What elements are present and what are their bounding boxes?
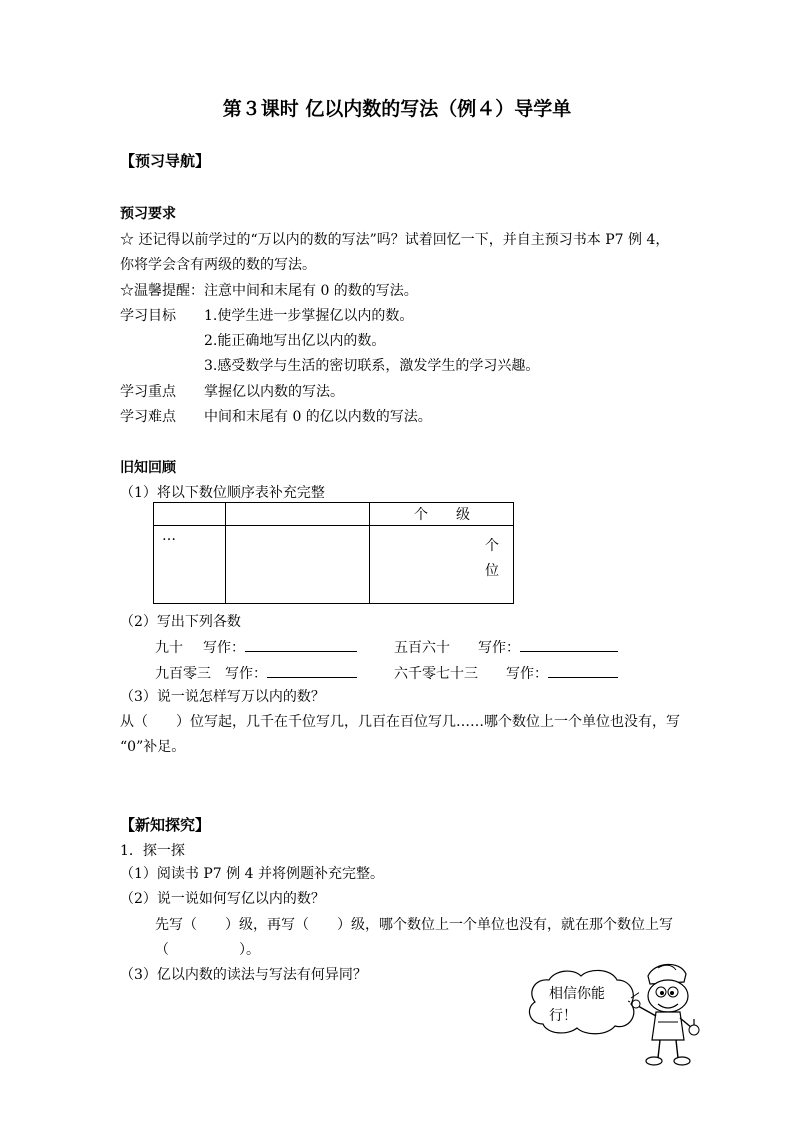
- difficulty-text: 中间和末尾有 0 的亿以内数的写法。: [204, 409, 432, 425]
- review-question-2: （2）写出下列各数: [120, 614, 241, 630]
- write-number-item: 六千零七十三 写作：: [394, 665, 618, 683]
- preview-reminder: ☆温馨提醒：注意中间和末尾有 0 的数的写法。: [120, 283, 418, 299]
- write-number-item: 五百六十 写作：: [394, 639, 618, 657]
- answer-blank[interactable]: [245, 639, 357, 652]
- explore-heading: 【新知探究】: [120, 816, 211, 834]
- cloud-text-line2: 行！: [549, 1008, 577, 1024]
- explore-step: 1．探一探: [120, 843, 185, 859]
- table-cell: [154, 503, 226, 526]
- difficulty-label: 学习难点: [120, 409, 176, 425]
- goal-item: 3.感受数学与生活的密切联系，激发学生的学习兴趣。: [204, 358, 540, 374]
- table-header-ge-level: 个 级: [370, 503, 514, 526]
- goal-item: 2.能正确地写出亿以内的数。: [204, 333, 386, 349]
- goal-item: 1.使学生进一步掌握亿以内的数。: [204, 308, 414, 324]
- explore-question-1: （1）阅读书 P7 例 4 并将例题补充完整。: [120, 866, 384, 882]
- page-title: 第３课时 亿以内数的写法（例４）导学单: [222, 98, 572, 120]
- cartoon-mascot-icon: [628, 962, 708, 1076]
- table-cell-dots: …: [154, 526, 226, 604]
- explore-question-3: （3）亿以内数的读法与写法有何异同？: [120, 967, 367, 983]
- review-answer-line1: 从（ ）位写起，几千在千位写几，几百在百位写几……哪个数位上一个单位也没有，写: [120, 714, 680, 730]
- preview-intro-line1: ☆ 还记得以前学过的“万以内的数的写法”吗？试着回忆一下，并自主预习书本 P7 例 4，: [120, 232, 670, 248]
- preview-heading: 【预习导航】: [120, 152, 211, 170]
- answer-blank[interactable]: [548, 665, 618, 678]
- answer-blank[interactable]: [267, 665, 357, 678]
- explore-question-2: （2）说一说如何写亿以内的数？: [120, 891, 325, 907]
- goal-label: 学习目标: [120, 308, 176, 324]
- place-value-table: [153, 502, 514, 604]
- cloud-text-line1: 相信你能: [549, 986, 605, 1002]
- explore-answer-line2: （ ）。: [155, 942, 260, 958]
- key-point-label: 学习重点: [120, 384, 176, 400]
- speech-cloud: [527, 968, 639, 1042]
- review-answer-line2: “0”补足。: [120, 739, 186, 755]
- write-number-item: 九十 写作：: [155, 639, 357, 657]
- review-question-1: （1）将以下数位顺序表补充完整: [120, 485, 325, 501]
- table-cell: [226, 503, 370, 526]
- review-question-3: （3）说一说怎样写万以内的数？: [120, 689, 325, 705]
- table-cell: [226, 526, 370, 604]
- table-cell-ge-place: 个 位: [370, 526, 514, 604]
- write-number-item: 九百零三 写作：: [155, 665, 357, 683]
- preview-intro-line2: 你将学会含有两级的数的写法。: [120, 257, 316, 273]
- explore-answer-line1: 先写（ ）级，再写（ ）级，哪个数位上一个单位也没有，就在那个数位上写: [155, 917, 673, 933]
- review-heading: 旧知回顾: [120, 460, 176, 476]
- preview-requirements-heading: 预习要求: [120, 206, 176, 222]
- answer-blank[interactable]: [520, 639, 618, 652]
- key-point-text: 掌握亿以内数的写法。: [204, 384, 344, 400]
